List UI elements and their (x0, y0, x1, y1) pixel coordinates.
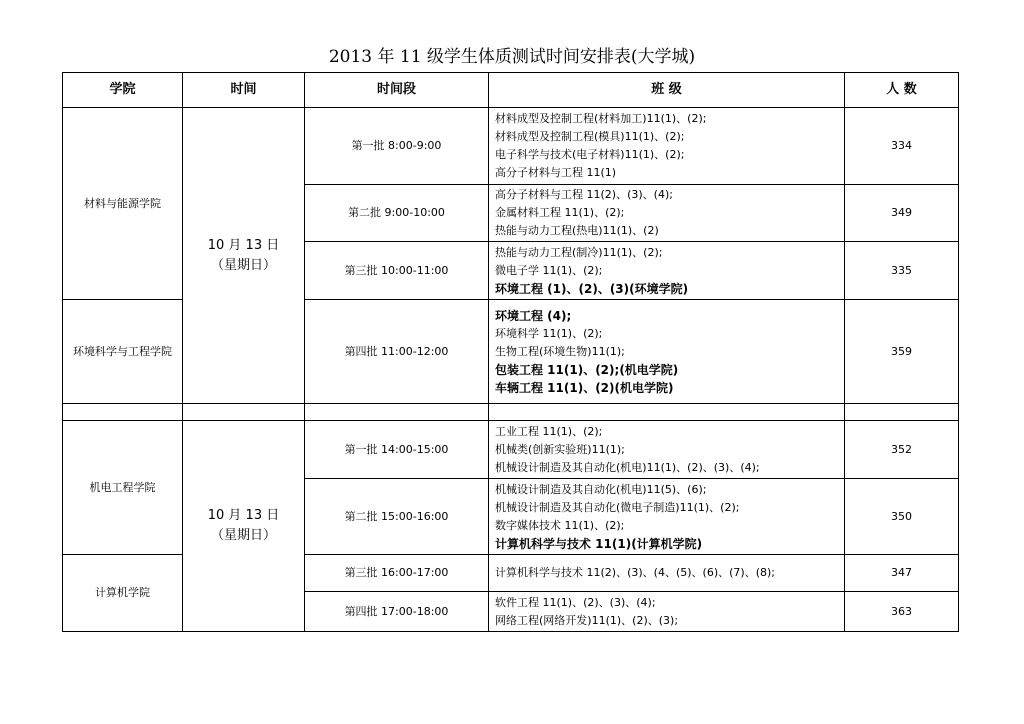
class-line: 工业工程 11(1)、(2); (495, 424, 603, 438)
class-line: 计算机科学与技术 11(1)(计算机学院) (495, 536, 703, 551)
date-cell (183, 108, 305, 404)
class-line: 电子科学与技术(电子材料)11(1)、(2); (495, 148, 685, 161)
period-cell: 第四批 11:00-12:00 (305, 300, 489, 404)
table-header-row (63, 73, 959, 108)
period-cell: 第三批 10:00-11:00 (305, 242, 489, 300)
empty-cell (305, 404, 489, 421)
weekday-text: （星期日） (210, 257, 276, 273)
classes-cell (489, 479, 845, 555)
class-line: 车辆工程 11(1)、(2)(机电学院) (495, 380, 674, 395)
empty-cell (845, 404, 959, 421)
classes-cell (489, 592, 845, 632)
date-text: 10 月 13 日 (207, 508, 280, 523)
class-line: 高分子材料与工程 11(2)、(3)、(4); (495, 188, 673, 201)
class-line: 计算机科学与技术 11(2)、(3)、(4、(5)、(6)、(7)、(8); (495, 566, 775, 579)
count-cell: 335 (845, 242, 959, 300)
class-line: 材料成型及控制工程(材料加工)11(1)、(2); (495, 112, 707, 125)
count-cell: 347 (845, 555, 959, 592)
class-line: 环境工程 (4); (495, 308, 572, 323)
period-cell: 第三批 16:00-17:00 (305, 555, 489, 592)
weekday-text: （星期日） (210, 528, 276, 543)
class-line: 环境科学 11(1)、(2); (495, 326, 603, 340)
period-cell: 第二批 15:00-16:00 (305, 479, 489, 555)
period-cell: 第四批 17:00-18:00 (305, 592, 489, 632)
class-line: 包装工程 11(1)、(2);(机电学院) (495, 362, 679, 377)
college-cell: 环境科学与工程学院 (63, 300, 183, 404)
classes-cell (489, 300, 845, 404)
class-line: 材料成型及控制工程(模具)11(1)、(2); (495, 130, 685, 143)
college-cell: 机电工程学院 (63, 421, 183, 555)
count-cell: 334 (845, 108, 959, 185)
classes-cell (489, 242, 845, 300)
classes-cell (489, 108, 845, 185)
header-count: 人 数 (845, 73, 959, 108)
header-period: 时间段 (305, 73, 489, 108)
college-cell: 计算机学院 (63, 555, 183, 632)
header-classes: 班 级 (489, 73, 845, 108)
college-cell: 材料与能源学院 (63, 108, 183, 300)
table-row (63, 108, 959, 185)
count-cell: 350 (845, 479, 959, 555)
class-line: 机械设计制造及其自动化(机电)11(1)、(2)、(3)、(4); (495, 460, 760, 474)
class-line: 微电子学 11(1)、(2); (495, 263, 603, 277)
class-line: 生物工程(环境生物)11(1); (495, 344, 625, 358)
classes-cell (489, 421, 845, 479)
class-line: 高分子材料与工程 11(1) (495, 166, 617, 179)
classes-cell (489, 555, 845, 592)
empty-cell (489, 404, 845, 421)
page-title: 2013 年 11 级学生体质测试时间安排表(大学城) (328, 47, 696, 67)
count-cell: 359 (845, 300, 959, 404)
class-line: 热能与动力工程(热电)11(1)、(2) (495, 224, 659, 237)
class-line: 软件工程 11(1)、(2)、(3)、(4); (495, 595, 656, 609)
spacer-row (63, 404, 959, 421)
class-line: 金属材料工程 11(1)、(2); (495, 206, 625, 219)
class-line: 机械设计制造及其自动化(机电)11(5)、(6); (495, 482, 707, 496)
header-college: 学院 (63, 73, 183, 108)
header-date: 时间 (183, 73, 305, 108)
date-cell (183, 421, 305, 632)
empty-cell (183, 404, 305, 421)
count-cell: 349 (845, 185, 959, 242)
period-cell: 第二批 9:00-10:00 (305, 185, 489, 242)
class-line: 网络工程(网络开发)11(1)、(2)、(3); (495, 613, 679, 627)
period-cell: 第一批 14:00-15:00 (305, 421, 489, 479)
count-cell: 363 (845, 592, 959, 632)
class-line: 机械设计制造及其自动化(微电子制造)11(1)、(2); (495, 500, 740, 514)
class-line: 环境工程 (1)、(2)、(3)(环境学院) (495, 281, 689, 296)
class-line: 机械类(创新实验班)11(1); (495, 442, 625, 456)
table-row (63, 421, 959, 479)
empty-cell (63, 404, 183, 421)
date-text: 10 月 13 日 (207, 237, 280, 253)
class-line: 数字媒体技术 11(1)、(2); (495, 518, 625, 532)
count-cell: 352 (845, 421, 959, 479)
classes-cell (489, 185, 845, 242)
period-cell: 第一批 8:00-9:00 (305, 108, 489, 185)
schedule-table (62, 72, 959, 632)
class-line: 热能与动力工程(制冷)11(1)、(2); (495, 245, 663, 259)
